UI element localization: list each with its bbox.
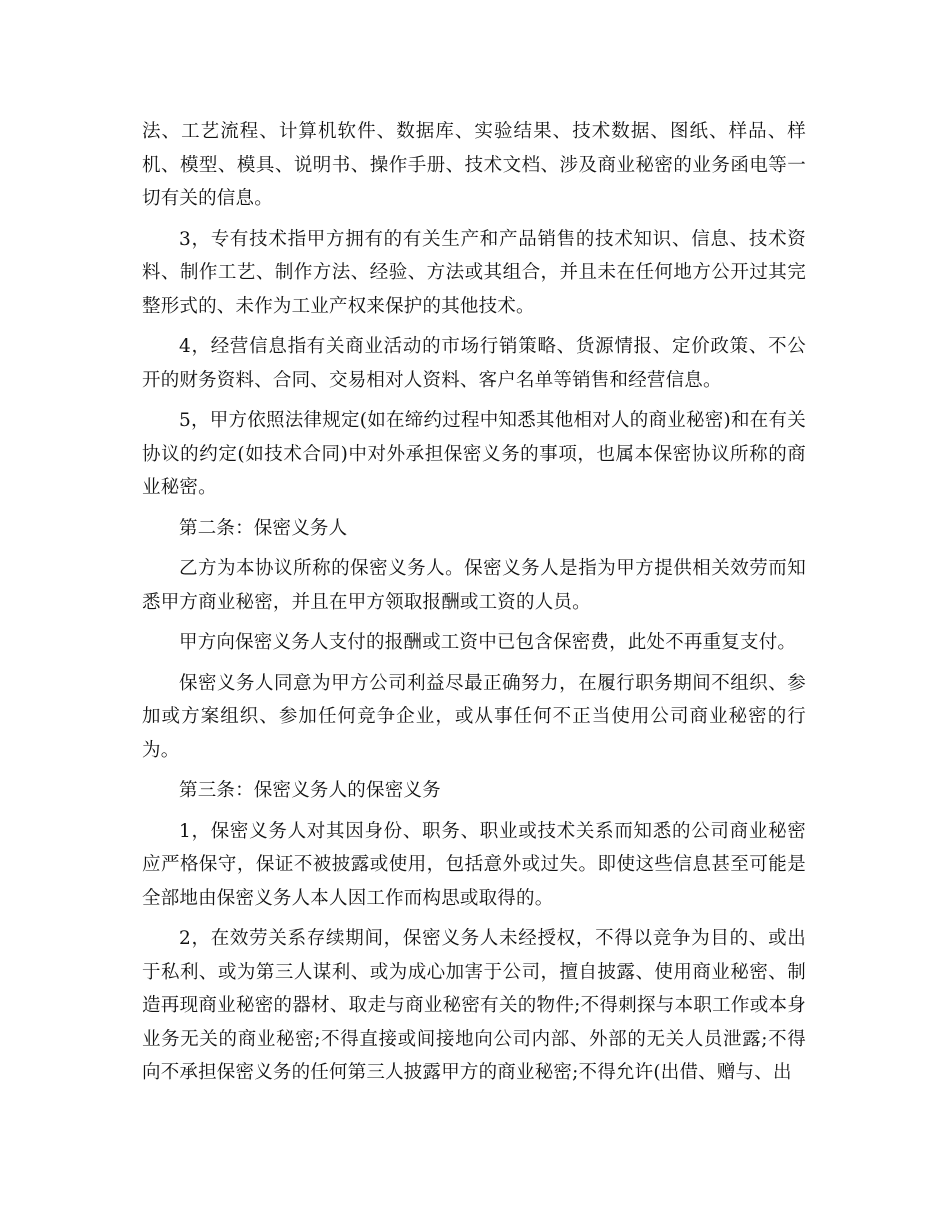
paragraph-obligation-1: 1，保密义务人对其因身份、职务、职业或技术关系而知悉的公司商业秘密应严格保守，保证不被披露或使用，包括意外或过失。即使这些信息甚至可能是全部地由保密义务人本人因工作而构思或取得的。	[142, 820, 806, 909]
paragraph-clause-3: 3，专有技术指甲方拥有的有关生产和产品销售的技术知识、信息、技术资料、制作工艺、制作方法、经验、方法或其组合，并且未在任何地方公开过其完整形式的、未作为工业产权来保护的其他技术。	[142, 228, 806, 317]
paragraph-obligor-definition: 乙方为本协议所称的保密义务人。保密义务人是指为甲方提供相关效劳而知悉甲方商业秘密，并且在甲方领取报酬或工资的人员。	[142, 558, 806, 613]
document-body	[142, 115, 806, 1097]
paragraph-obligation-2: 2，在效劳关系存续期间，保密义务人未经授权，不得以竞争为目的、或出于私利、或为第三人谋利、或为成心加害于公司，擅自披露、使用商业秘密、制造再现商业秘密的器材、取走与商业秘密有关的物件;不得刺探与本职工作或本身业务无关的商业秘密;不得直接或间接地向公司内部、外部的无关人员泄露;不得向不承担保密义务的任何第三人披露甲方的商业秘密;不得允许(出借、赠与、出	[142, 928, 806, 1083]
section-heading-article-3: 第三条：保密义务人的保密义务	[179, 780, 441, 801]
paragraph-continuation: 法、工艺流程、计算机软件、数据库、实验结果、技术数据、图纸、样品、样机、模型、模具、说明书、操作手册、技术文档、涉及商业秘密的业务函电等一切有关的信息。	[142, 121, 806, 209]
paragraph-clause-5: 5，甲方依照法律规定(如在缔约过程中知悉其他相对人的商业秘密)和在有关协议的约定(如技术合同)中对外承担保密义务的事项，也属本保密协议所称的商业秘密。	[142, 410, 806, 498]
paragraph-clause-4: 4，经营信息指有关商业活动的市场行销策略、货源情报、定价政策、不公开的财务资料、合同、交易相对人资料、客户名单等销售和经营信息。	[142, 336, 806, 391]
paragraph-confidentiality-fee: 甲方向保密义务人支付的报酬或工资中已包含保密费，此处不再重复支付。	[179, 632, 797, 653]
paragraph-non-compete: 保密义务人同意为甲方公司利益尽最正确努力，在履行职务期间不组织、参加或方案组织、参加任何竞争企业，或从事任何不正当使用公司商业秘密的行为。	[142, 672, 806, 761]
section-heading-article-2: 第二条：保密义务人	[179, 517, 348, 539]
